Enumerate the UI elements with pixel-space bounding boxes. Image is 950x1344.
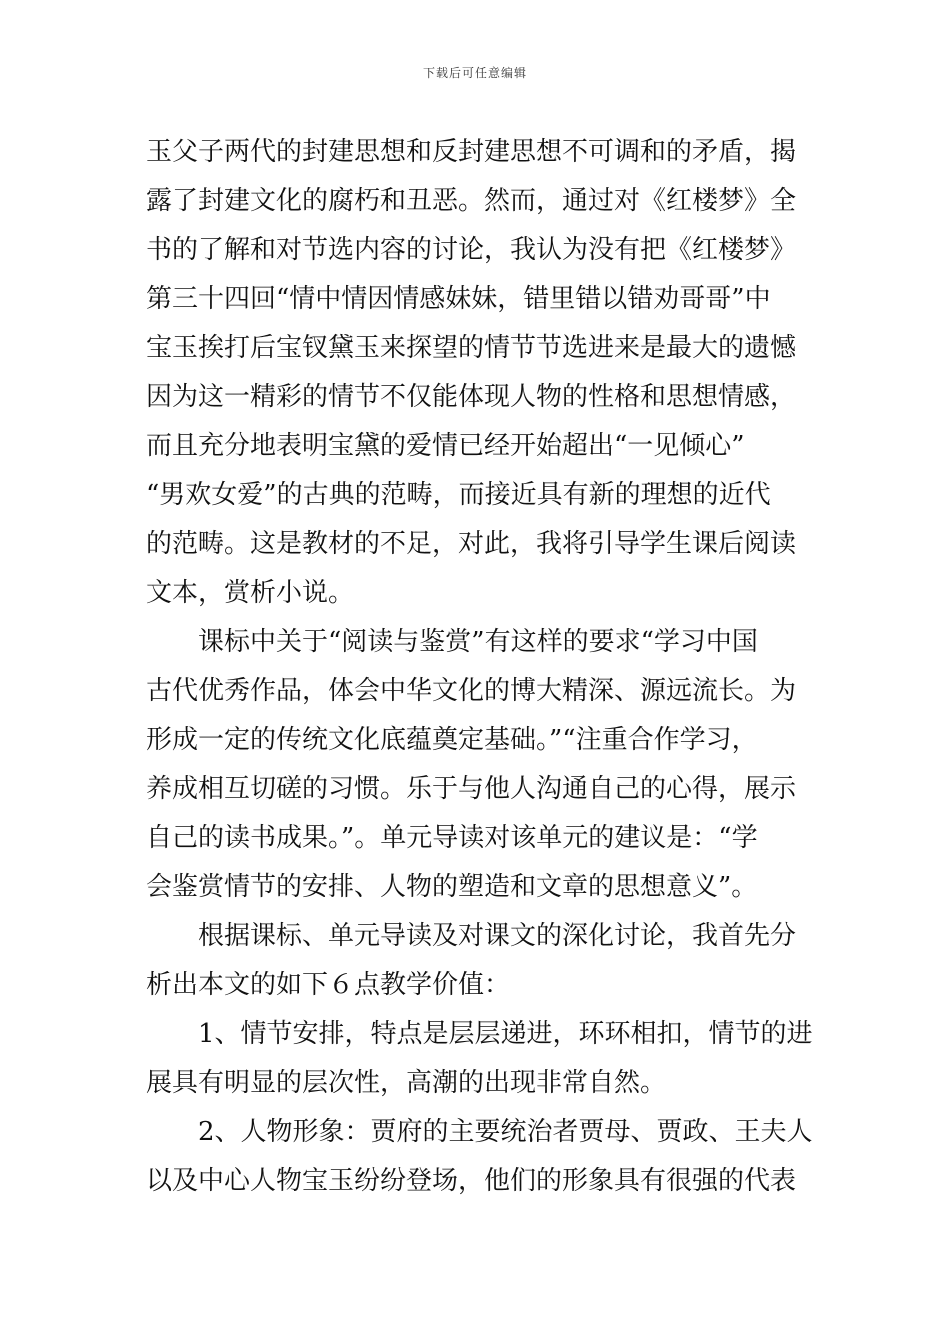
- text-line: 会鉴赏情节的安排、人物的塑造和文章的思想意义”。: [146, 872, 758, 902]
- text-line: 的范畴。这是教材的不足，对此，我将引导学生课后阅读: [146, 529, 797, 559]
- text-line: 玉父子两代的封建思想和反封建思想不可调和的矛盾，揭: [146, 137, 797, 167]
- text-line: 第三十四回“情中情因情感妹妹，错里错以错劝哥哥”中: [146, 284, 771, 314]
- document-body: [146, 128, 813, 1206]
- text-line: 书的了解和对节选内容的讨论，我认为没有把《红楼梦》: [146, 235, 797, 265]
- text-line: 而且充分地表明宝黛的爱情已经开始超出“一见倾心”: [146, 431, 745, 461]
- text-line: 文本，赏析小说。: [146, 578, 355, 608]
- text-line: 宝玉挨打后宝钗黛玉来探望的情节节选进来是最大的遗憾: [146, 333, 797, 363]
- text-line: 因为这一精彩的情节不仅能体现人物的性格和思想情感，: [146, 382, 797, 412]
- paragraph-start-line: 根据课标、单元导读及对课文的深化讨论，我首先分: [198, 921, 797, 951]
- list-item-1-line: 1、情节安排，特点是层层递进，环环相扣，情节的进: [198, 1019, 813, 1049]
- list-item-2-line: 2、人物形象：贾府的主要统治者贾母、贾政、王夫人: [198, 1117, 813, 1147]
- text-line: 析出本文的如下６点教学价值：: [146, 970, 511, 1000]
- paragraph-start-line: 课标中关于“阅读与鉴赏”有这样的要求“学习中国: [198, 627, 758, 657]
- text-line: 古代优秀作品，体会中华文化的博大精深、源远流长。为: [146, 676, 797, 706]
- page-header-note: 下载后可任意编辑: [422, 66, 527, 80]
- text-line: 自己的读书成果。”。单元导读对该单元的建议是：“学: [146, 823, 758, 853]
- text-line: 展具有明显的层次性，高潮的出现非常自然。: [146, 1068, 667, 1098]
- text-line: 形成一定的传统文化底蕴奠定基础。”“注重合作学习，: [146, 725, 758, 755]
- text-line: 以及中心人物宝玉纷纷登场，他们的形象具有很强的代表: [146, 1166, 797, 1196]
- text-line: 养成相互切磋的习惯。乐于与他人沟通自己的心得，展示: [146, 774, 797, 804]
- text-line: 露了封建文化的腐朽和丑恶。然而，通过对《红楼梦》全: [146, 186, 797, 216]
- text-line: “男欢女爱”的古典的范畴，而接近具有新的理想的近代: [146, 480, 771, 510]
